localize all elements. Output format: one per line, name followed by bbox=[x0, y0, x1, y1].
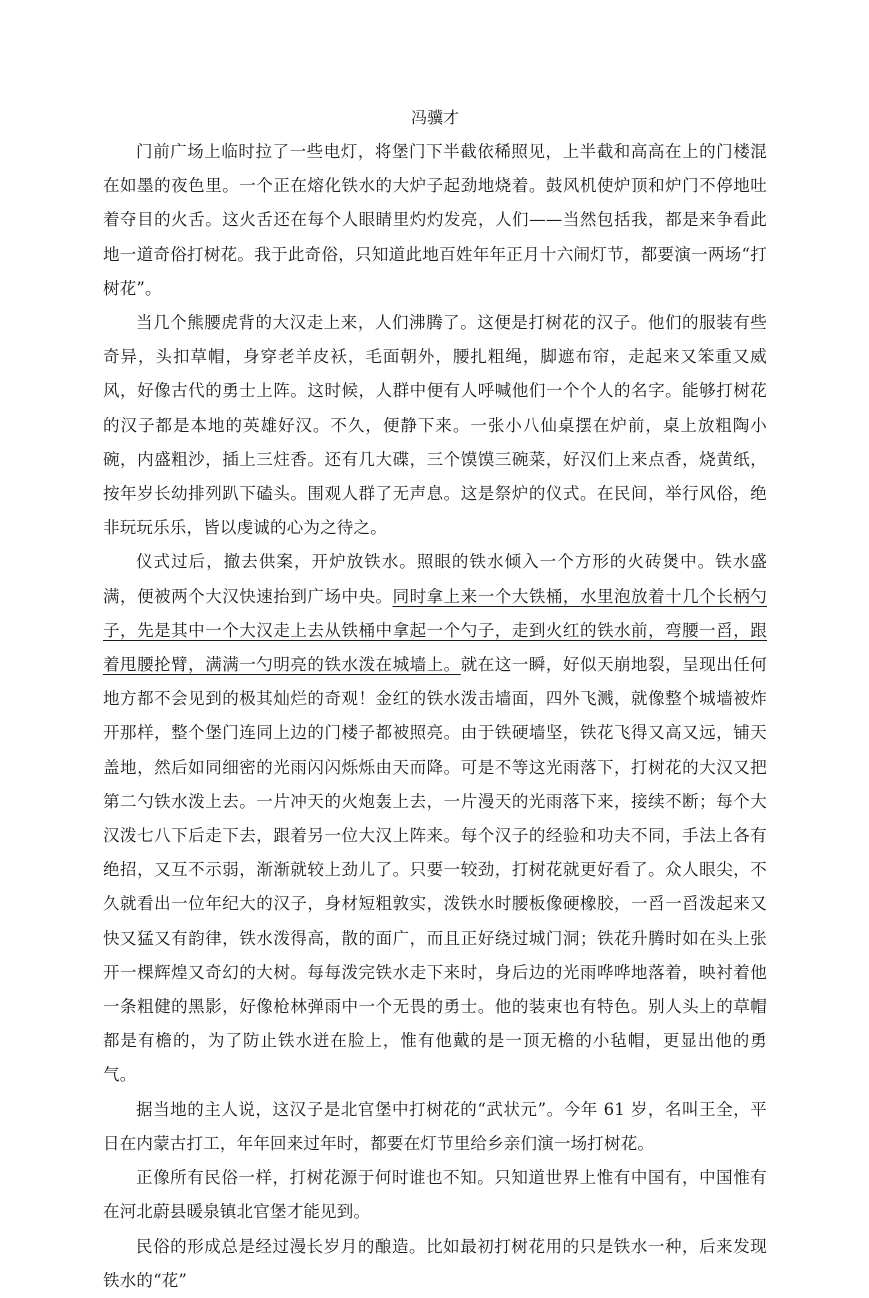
paragraph-3 bbox=[103, 545, 767, 1092]
paragraph-6: 民俗的形成总是经过漫长岁月的酿造。比如最初打树花用的只是铁水一种，后来发现铁水的“花” bbox=[103, 1236, 767, 1290]
paragraph-1: 门前广场上临时拉了一些电灯，将堡门下半截依稀照见，上半截和高高在上的门楼混在如墨的夜色里。一个正在熔化铁水的大炉子起劲地烧着。鼓风机使炉顶和炉门不停地吐着夺目的火舌。这火舌还在每个人眼睛里灼灼发亮，人们——当然包括我，都是来争看此地一道奇俗打树花。我于此奇俗，只知道此地百姓年年正月十六闹灯节，都要演一两场“打树花”。 bbox=[103, 142, 767, 298]
paragraph-3-lead: 仪式过后，撤去供案，开炉放铁水。照眼的铁水倾入一个方形的火砖煲中。铁水盛满，便被两个大汉快速抬到广场中央。 bbox=[103, 552, 767, 606]
paragraph-2: 当几个熊腰虎背的大汉走上来，人们沸腾了。这便是打树花的汉子。他们的服装有些奇异，头扣草帽，身穿老羊皮袄，毛面朝外，腰扎粗绳，脚遮布帘，走起来又笨重又威风，好像古代的勇士上阵。这时候，人群中便有人呼喊他们一个个人的名字。能够打树花的汉子都是本地的英雄好汉。不久，便静下来。一张小八仙桌摆在炉前，桌上放粗陶小碗，内盛粗沙，插上三炷香。还有几大碟，三个馍馍三碗菜，好汉们上来点香，烧黄纸，按年岁长幼排列趴下磕头。围观人群了无声息。这是祭炉的仪式。在民间，举行风俗，绝非玩玩乐乐，皆以虔诚的心为之待之。 bbox=[103, 313, 767, 538]
author-name: 冯骥才 bbox=[410, 108, 459, 127]
underlined-passage: 同时拿上来一个大铁桶，水里泡放着十几个长柄勺子，先是其中一个大汉走上去从铁桶中拿起一个勺子，走到火红的铁水前，弯腰一舀，跟着甩腰抡臂，满满一勺明亮的铁水泼在城墙上。 bbox=[103, 586, 767, 675]
document-page bbox=[103, 105, 767, 1298]
paragraph-3-rest: 就在这一瞬，好似天崩地裂，呈现出任何地方都不会见到的极其灿烂的奇观！金红的铁水泼击墙面，四外飞溅，就像整个城墙被炸开那样，整个堡门连同上边的门楼子都被照亮。由于铁硬墙坚，铁花飞得又高又远，铺天盖地，然后如同细密的光雨闪闪烁烁由天而降。可是不等这光雨落下，打树花的大汉又把第二勺铁水泼上去。一片冲天的火炮轰上去，一片漫天的光雨落下来，接续不断；每个大汉泼七八下后走下去，跟着另一位大汉上阵来。每个汉子的经验和功夫不同，手法上各有绝招，又互不示弱，渐渐就较上劲儿了。只要一较劲，打树花就更好看了。众人眼尖，不久就看出一位年纪大的汉子，身材短粗敦实，泼铁水时腰板像硬橡胶，一舀一舀泼起来又快又猛又有韵律，铁水泼得高，散的面广，而且正好绕过城门洞；铁花升腾时如在头上张开一棵辉煌又奇幻的大树。每每泼完铁水走下来时，身后边的光雨哗哗地落着，映衬着他一条粗健的黑影，好像枪林弹雨中一个无畏的勇士。他的装束也有特色。别人头上的草帽都是有檐的，为了防止铁水迸在脸上，惟有他戴的是一顶无檐的小毡帽，更显出他的勇气。 bbox=[103, 655, 767, 1085]
paragraph-4: 据当地的主人说，这汉子是北官堡中打树花的“武状元”。今年 61 岁，名叫王全，平日在内蒙古打工，年年回来过年时，都要在灯节里给乡亲们演一场打树花。 bbox=[103, 1099, 767, 1153]
paragraph-5: 正像所有民俗一样，打树花源于何时谁也不知。只知道世界上惟有中国有，中国惟有在河北蔚县暖泉镇北官堡才能见到。 bbox=[103, 1168, 767, 1222]
